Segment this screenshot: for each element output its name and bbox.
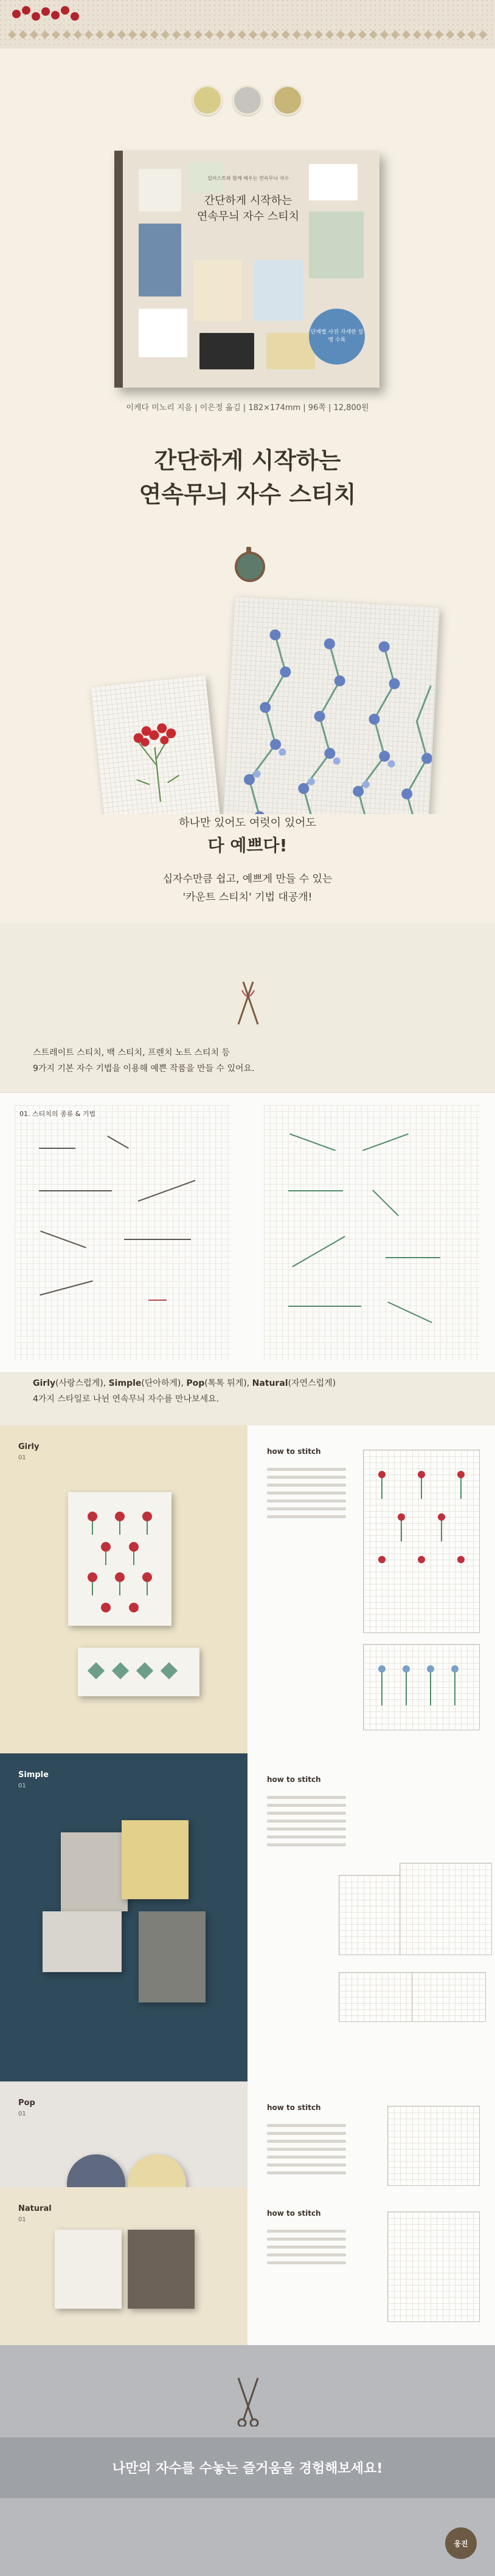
- pop-num: 01: [18, 2111, 26, 2117]
- page-title: [0, 444, 495, 512]
- book-cover: [114, 151, 379, 388]
- simple-cloth-2: [122, 1820, 189, 1899]
- natural-photo: [0, 2187, 248, 2345]
- girly-label: Girly: [18, 1442, 40, 1451]
- tagline-3: [0, 870, 495, 906]
- styles-line1: [33, 1375, 471, 1391]
- book-cover-title-line2: 연속무늬 자수 스티치: [197, 210, 299, 223]
- simple-chart-4: [412, 1972, 486, 2022]
- natural-chart-page: [248, 2187, 495, 2345]
- tagline-1: 하나만 있어도 여럿이 있어도: [179, 817, 316, 829]
- swatch-yellow: [192, 85, 223, 115]
- natural-chart-1: [387, 2211, 480, 2322]
- techniques-spread-heading: 01. 스티치의 종류 & 기법: [19, 1110, 96, 1118]
- publisher-logo: 웅진: [445, 2527, 477, 2559]
- red-berry-sprig-icon: [90, 675, 220, 826]
- simple-instructions: [267, 1796, 346, 1851]
- techniques-description: [33, 1045, 471, 1077]
- style-natural-label: Natural: [252, 1379, 288, 1388]
- style-sep-3: ,: [246, 1379, 252, 1388]
- natural-howto: how to stitch: [267, 2209, 321, 2218]
- style-sep-2: ,: [181, 1379, 187, 1388]
- book-spine: [114, 151, 123, 388]
- girly-chart-bottom: [363, 1644, 480, 1730]
- techniques-section: [0, 923, 495, 1385]
- footer: [0, 2345, 495, 2576]
- simple-cloth-1: [61, 1832, 128, 1911]
- natural-num: 01: [18, 2216, 26, 2223]
- style-simple-ko: (단아하게): [141, 1379, 181, 1388]
- pop-label: Pop: [18, 2098, 35, 2108]
- style-pop-label: Pop: [186, 1379, 205, 1388]
- tagline-3-line1: 십자수만큼 쉽고, 예쁘게 만들 수 있는: [162, 873, 333, 885]
- book-cover-title-line1: 간단하게 시작하는: [204, 194, 292, 207]
- simple-chart-page: [248, 1753, 495, 2081]
- intro-section: [0, 49, 495, 923]
- red-tulip-pattern-icon: [68, 1492, 171, 1626]
- style-pop-ko: (톡톡 튀게): [204, 1379, 247, 1388]
- style-girly-label: Girly: [33, 1379, 56, 1388]
- swatch-row: [0, 85, 495, 115]
- book-cover-title: [193, 193, 303, 225]
- simple-chart-3: [339, 1972, 413, 2022]
- footer-text: 나만의 자수를 수놓는 즐거움을 경험해보세요!: [112, 2461, 383, 2476]
- girly-cloth-small: [78, 1648, 199, 1696]
- style-natural-ko: (자연스럽게): [288, 1379, 336, 1388]
- simple-num: 01: [18, 1783, 26, 1789]
- swatch-gray: [232, 85, 263, 115]
- natural-label: Natural: [18, 2204, 52, 2213]
- girly-howto: how to stitch: [267, 1447, 321, 1456]
- girly-num: 01: [18, 1454, 26, 1461]
- simple-howto: how to stitch: [267, 1775, 321, 1784]
- girly-cloth-large: [68, 1492, 171, 1626]
- crossed-needles-icon: [235, 978, 261, 1027]
- techniques-line2: 9가지 기본 자수 기법을 이용해 예쁜 작품을 만들 수 있어요.: [33, 1064, 255, 1074]
- girly-chart-pattern-icon: [364, 1450, 479, 1632]
- green-diamond-pattern-icon: [78, 1648, 199, 1696]
- book-meta: 이케다 미노리 지음 | 이은정 옮김 | 182×174mm | 96쪽 | 12,800원: [126, 403, 369, 413]
- page-title-line2: 연속무늬 자수 스티치: [139, 481, 356, 508]
- book-cover-subtitle: 일러스트와 함께 배우는 연속무늬 자수: [207, 176, 289, 181]
- swatch-mustard: [272, 85, 303, 115]
- embroidery-hoop-icon: [235, 552, 265, 582]
- simple-chart-2: [400, 1863, 492, 1955]
- style-girly-ko: (사랑스럽게): [55, 1379, 103, 1388]
- simple-label: Simple: [18, 1770, 49, 1780]
- techniques-line1: 스트레이트 스티치, 백 스티치, 프렌치 노트 스티치 등: [33, 1048, 230, 1058]
- photo-red-berry-card: [90, 675, 220, 826]
- girly-chart-bottom-icon: [364, 1645, 479, 1730]
- natural-cloth-1: [55, 2230, 122, 2309]
- tagline-2: 다 예쁘다!: [207, 835, 288, 855]
- style-sep-1: ,: [103, 1379, 109, 1388]
- girly-photo: [0, 1425, 248, 1753]
- pop-chart-1: [387, 2106, 480, 2186]
- girly-spread: [0, 1425, 495, 1753]
- girly-instructions: [267, 1468, 346, 1523]
- styles-description: [33, 1375, 471, 1407]
- page-title-line1: 간단하게 시작하는: [154, 447, 341, 474]
- pop-howto: how to stitch: [267, 2103, 321, 2112]
- simple-spread: [0, 1753, 495, 2081]
- tagline-3-line2: '카운트 스티치' 기법 대공개!: [182, 891, 313, 903]
- natural-instructions: [267, 2230, 346, 2269]
- techniques-page-left: [15, 1105, 231, 1360]
- styles-line2: 4가지 스타일로 나뉜 연속무늬 자수를 만나보세요.: [33, 1394, 220, 1404]
- simple-cloth-3: [43, 1911, 122, 1972]
- techniques-page-right: [264, 1105, 480, 1360]
- top-decorative-band: [0, 0, 495, 49]
- simple-photo: [0, 1753, 248, 2081]
- simple-cloth-4: [139, 1911, 206, 2002]
- stitch-border: [0, 32, 495, 39]
- girly-chart-top: [363, 1450, 480, 1633]
- girly-chart-page: [248, 1425, 495, 1753]
- techniques-spread: [0, 1092, 495, 1373]
- footer-banner: [0, 2437, 495, 2498]
- style-simple-label: Simple: [108, 1379, 142, 1388]
- natural-spread-visible: [0, 2187, 495, 2345]
- natural-cloth-2: [128, 2230, 195, 2309]
- pop-instructions: [267, 2124, 346, 2179]
- scissors-icon: [235, 2372, 261, 2427]
- book-badge: 단계별 사진 자세한 설명 수록: [309, 309, 365, 365]
